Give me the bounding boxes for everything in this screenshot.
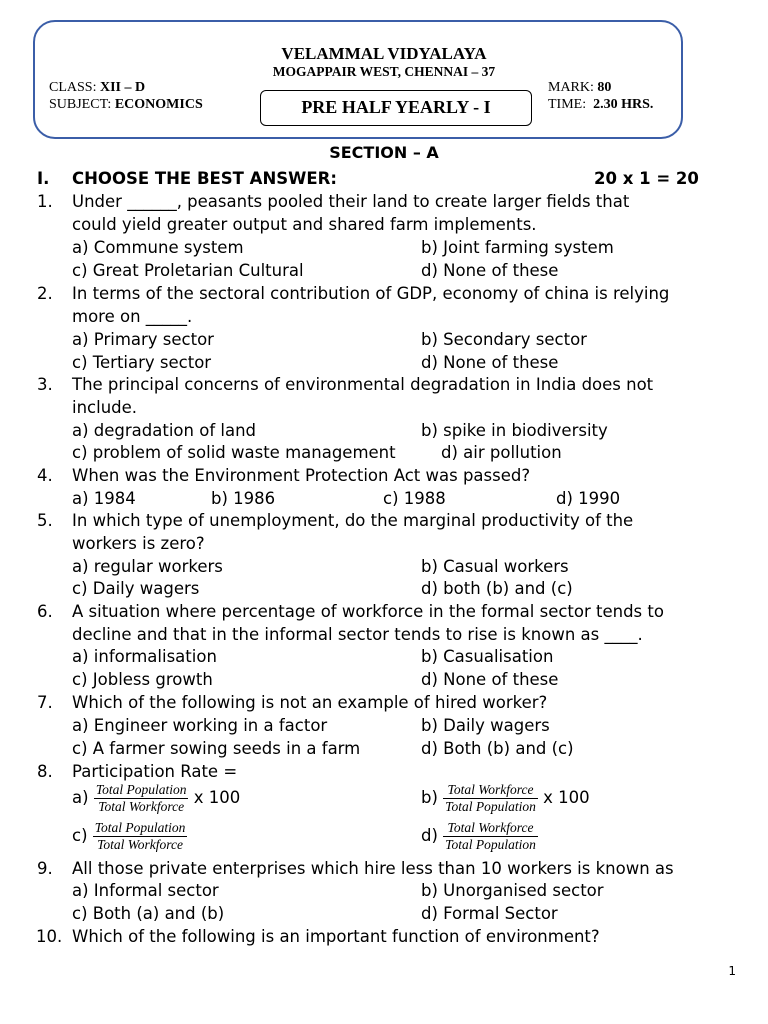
option-b: b) spike in biodiversity: [421, 421, 608, 440]
option-d: d) both (b) and (c): [421, 579, 573, 598]
part-title: CHOOSE THE BEST ANSWER:: [72, 169, 337, 188]
option-b: b) Unorganised sector: [421, 881, 604, 900]
option-c: c) 1988: [383, 489, 446, 508]
question-text: Which of the following is an important function of environment?: [72, 927, 600, 946]
exam-title: PRE HALF YEARLY - I: [260, 90, 532, 126]
option-a: a) Engineer working in a factor: [72, 716, 328, 735]
section-title: SECTION – A: [329, 143, 439, 162]
option-b: b) Secondary sector: [421, 330, 587, 349]
question-text: A situation where percentage of workforce in the formal sector tends to: [72, 602, 664, 621]
fraction: $\frac{\text{Total Workforce}}{\text{Total Population}}$: [445, 820, 536, 852]
option-c: c) Great Proletarian Cultural: [72, 261, 304, 280]
school-address: MOGAPPAIR WEST, CHENNAI – 37: [272, 64, 496, 79]
question-number: 3.: [37, 375, 53, 394]
question-number: 8.: [37, 762, 53, 781]
option-a: a) Informal sector: [72, 881, 219, 900]
fraction-option-a: a) $\frac{\text{Total Population}}{\text{Total Workforce}}$ x 100: [72, 782, 241, 814]
part-marks: 20 x 1 = 20: [594, 169, 699, 188]
part-number: I.: [37, 169, 50, 188]
question-number: 10.: [36, 927, 63, 946]
question-text: Which of the following is not an example of hired worker?: [72, 693, 548, 712]
question-number: 6.: [37, 602, 53, 621]
option-c: c) problem of solid waste management: [72, 443, 396, 462]
option-c: c) Daily wagers: [72, 579, 200, 598]
option-d: d) Both (b) and (c): [421, 739, 574, 758]
question-text: In terms of the sectoral contribution of GDP, economy of china is relying: [72, 284, 670, 303]
question-number: 9.: [37, 859, 53, 878]
fraction: $\frac{\text{Total Population}}{\text{Total Workforce}}$: [94, 820, 186, 852]
option-a: a) Primary sector: [72, 330, 214, 349]
fraction: $\frac{\text{Total Population}}{\text{Total Workforce}}$: [95, 782, 187, 814]
option-b: b) Daily wagers: [421, 716, 550, 735]
question-text: workers is zero?: [72, 534, 205, 553]
question-number: 2.: [37, 284, 53, 303]
option-d: d) 1990: [556, 489, 621, 508]
fraction-option-b: b) $\frac{\text{Total Workforce}}{\text{Total Population}}$ x 100: [421, 782, 590, 814]
question-text: could yield greater output and shared farm implements.: [72, 215, 537, 234]
option-d: d) None of these: [421, 670, 559, 689]
class-info: CLASS: XII – D: [49, 80, 146, 95]
question-number: 1.: [37, 192, 53, 211]
option-a: a) 1984: [72, 489, 136, 508]
option-a: a) informalisation: [72, 647, 217, 666]
option-d: d) None of these: [421, 261, 559, 280]
mark-info: MARK: 80: [548, 80, 612, 95]
option-a: a) Commune system: [72, 238, 244, 257]
question-number: 4.: [37, 466, 53, 485]
question-number: 5.: [37, 511, 53, 530]
option-b: b) Casual workers: [421, 557, 569, 576]
option-b: b) 1986: [211, 489, 276, 508]
question-text: When was the Environment Protection Act was passed?: [72, 466, 531, 485]
question-text: decline and that in the informal sector tends to rise is known as ____.: [72, 625, 643, 644]
question-text: Under ______, peasants pooled their land to create larger fields that: [72, 192, 630, 211]
page-number: 1: [728, 964, 736, 978]
question-number: 7.: [37, 693, 53, 712]
option-b: b) Joint farming system: [421, 238, 614, 257]
option-d: d) Formal Sector: [421, 904, 558, 923]
option-a: a) regular workers: [72, 557, 223, 576]
question-text: more on _____.: [72, 307, 193, 326]
fraction-option-c: c) $\frac{\text{Total Population}}{\text{Total Workforce}}$: [72, 820, 186, 852]
option-c: c) Jobless growth: [72, 670, 213, 689]
school-name: VELAMMAL VIDYALAYA: [281, 44, 487, 63]
question-text: include.: [72, 398, 138, 417]
subject-info: SUBJECT: ECONOMICS: [49, 97, 203, 112]
option-c: c) Tertiary sector: [72, 353, 212, 372]
time-info: TIME: 2.30 HRS.: [548, 97, 654, 112]
question-text: Participation Rate =: [72, 762, 238, 781]
option-d: d) air pollution: [441, 443, 562, 462]
question-text: In which type of unemployment, do the marginal productivity of the: [72, 511, 634, 530]
option-c: c) A farmer sowing seeds in a farm: [72, 739, 361, 758]
fraction-option-d: d) $\frac{\text{Total Workforce}}{\text{Total Population}}$: [421, 820, 536, 852]
option-c: c) Both (a) and (b): [72, 904, 225, 923]
fraction: $\frac{\text{Total Workforce}}{\text{Total Population}}$: [445, 782, 536, 814]
option-d: d) None of these: [421, 353, 559, 372]
option-b: b) Casualisation: [421, 647, 554, 666]
question-text: All those private enterprises which hire less than 10 workers is known as: [72, 859, 674, 878]
question-text: The principal concerns of environmental degradation in India does not: [72, 375, 654, 394]
option-a: a) degradation of land: [72, 421, 256, 440]
